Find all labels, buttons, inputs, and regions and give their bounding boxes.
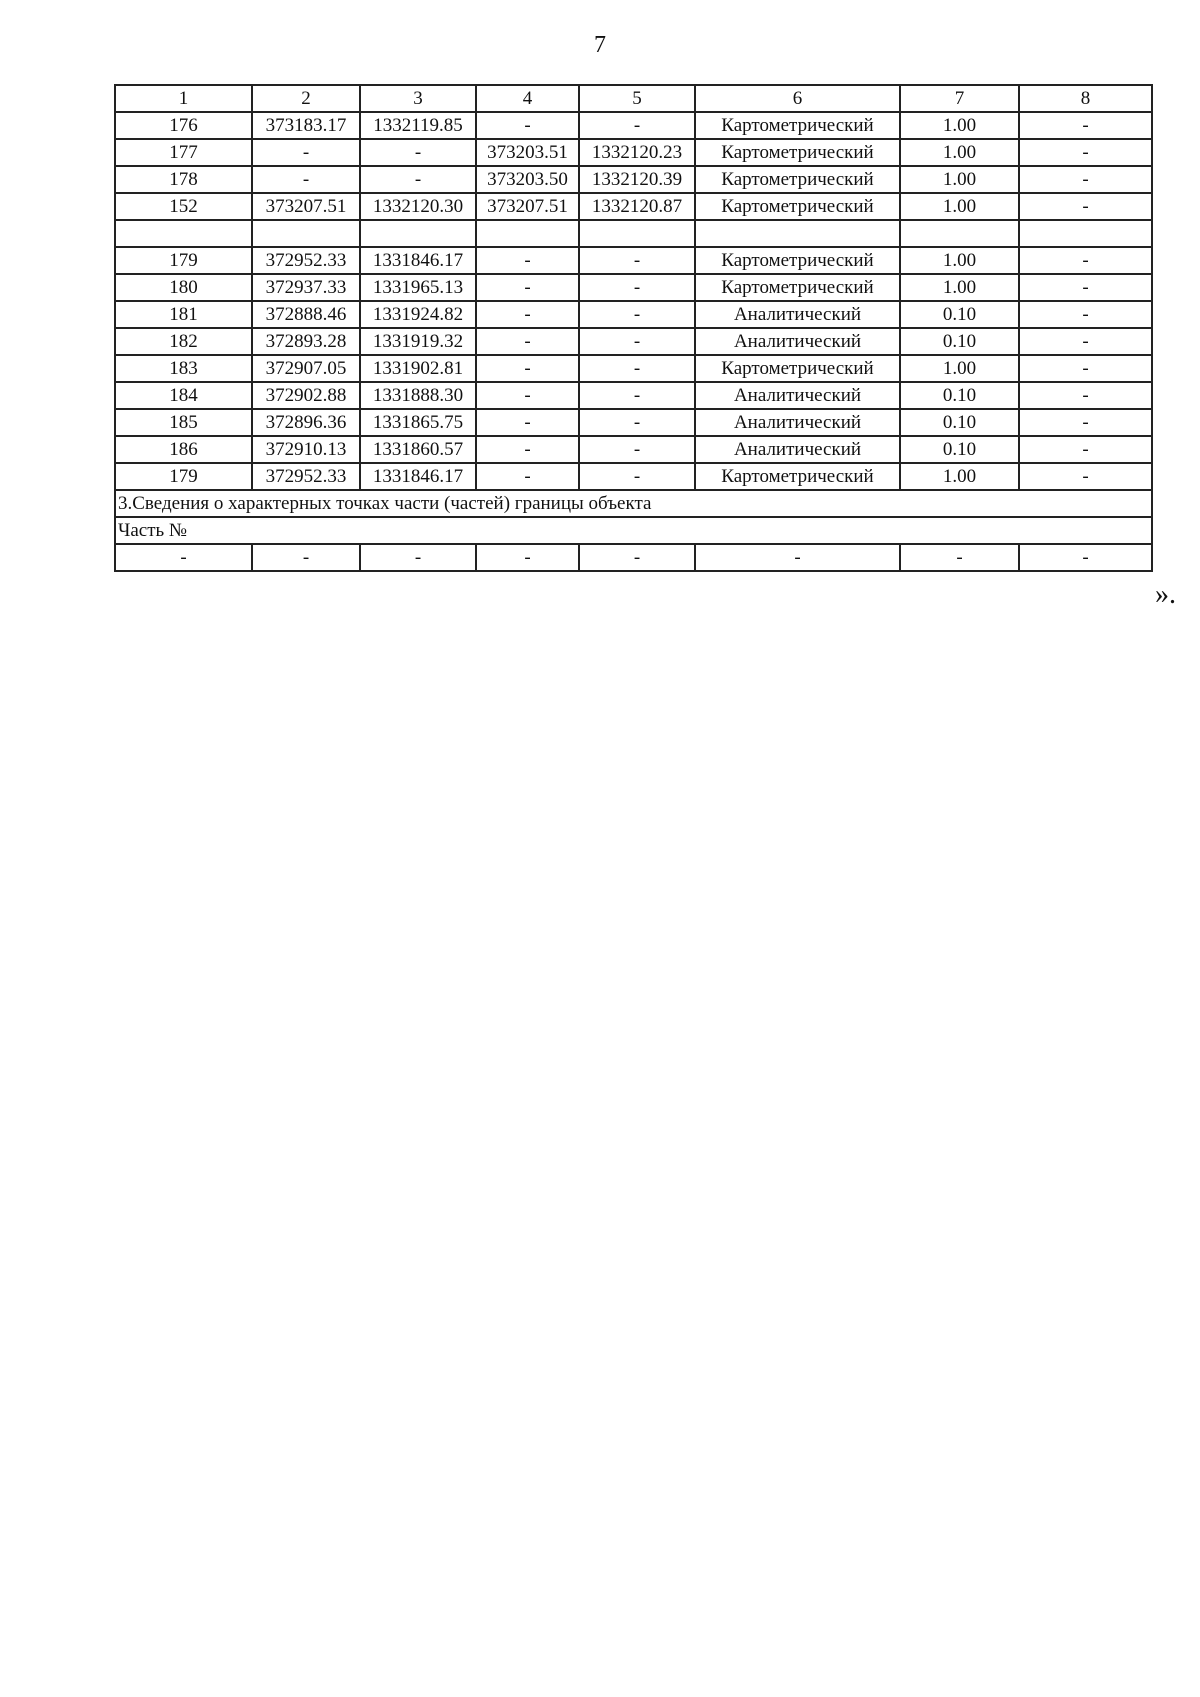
existing-y-cell: 1331919.32 [360, 328, 476, 355]
marker-description-cell: - [1019, 382, 1152, 409]
new-y-cell: - [579, 463, 695, 490]
new-x-cell: - [476, 409, 579, 436]
method-cell: Аналитический [695, 301, 900, 328]
existing-y-cell: 1331846.17 [360, 463, 476, 490]
marker-description-cell: - [1019, 301, 1152, 328]
method-cell: Картометрический [695, 355, 900, 382]
new-x-cell: - [476, 382, 579, 409]
table-row [115, 166, 1152, 193]
table-row [115, 139, 1152, 166]
existing-y-cell: - [360, 544, 476, 571]
table-header-row [115, 85, 1152, 112]
method-cell: Картометрический [695, 193, 900, 220]
new-y-cell: 1332120.23 [579, 139, 695, 166]
column-header: 7 [900, 85, 1019, 112]
accuracy-cell: 1.00 [900, 166, 1019, 193]
new-x-cell: - [476, 463, 579, 490]
new-y-cell: - [579, 409, 695, 436]
existing-y-cell: 1331865.75 [360, 409, 476, 436]
method-cell: Аналитический [695, 328, 900, 355]
accuracy-cell: 1.00 [900, 112, 1019, 139]
method-cell: Картометрический [695, 112, 900, 139]
existing-y-cell [360, 220, 476, 247]
page-number: 7 [594, 32, 606, 58]
new-y-cell [579, 220, 695, 247]
new-x-cell: - [476, 544, 579, 571]
point-number-cell: 177 [115, 139, 252, 166]
new-x-cell: - [476, 274, 579, 301]
existing-x-cell: 372907.05 [252, 355, 360, 382]
accuracy-cell: 1.00 [900, 274, 1019, 301]
table-row [115, 112, 1152, 139]
new-x-cell: 373203.51 [476, 139, 579, 166]
existing-x-cell: 372896.36 [252, 409, 360, 436]
method-cell: Аналитический [695, 382, 900, 409]
new-x-cell: - [476, 247, 579, 274]
table-row [115, 355, 1152, 382]
marker-description-cell: - [1019, 355, 1152, 382]
existing-x-cell: 372902.88 [252, 382, 360, 409]
new-y-cell: - [579, 355, 695, 382]
method-cell: Картометрический [695, 139, 900, 166]
coordinates-table [114, 84, 1153, 572]
table-row [115, 274, 1152, 301]
point-number-cell: 176 [115, 112, 252, 139]
new-y-cell: 1332120.39 [579, 166, 695, 193]
existing-y-cell: 1332120.30 [360, 193, 476, 220]
new-x-cell: - [476, 436, 579, 463]
accuracy-cell: 0.10 [900, 301, 1019, 328]
marker-description-cell: - [1019, 193, 1152, 220]
new-y-cell: - [579, 112, 695, 139]
accuracy-cell: 1.00 [900, 139, 1019, 166]
column-header: 5 [579, 85, 695, 112]
accuracy-cell: 0.10 [900, 382, 1019, 409]
table-row [115, 328, 1152, 355]
point-number-cell: - [115, 544, 252, 571]
existing-x-cell [252, 220, 360, 247]
existing-x-cell: 373207.51 [252, 193, 360, 220]
section-title: 3.Сведения о характерных точках части (частей) границы объекта [115, 490, 1152, 517]
method-cell: Картометрический [695, 274, 900, 301]
marker-description-cell: - [1019, 463, 1152, 490]
existing-x-cell: - [252, 544, 360, 571]
marker-description-cell: - [1019, 166, 1152, 193]
marker-description-cell: - [1019, 139, 1152, 166]
part-label-row [115, 517, 1152, 544]
method-cell: - [695, 544, 900, 571]
new-y-cell: - [579, 247, 695, 274]
table-row [115, 409, 1152, 436]
column-header: 3 [360, 85, 476, 112]
new-y-cell: - [579, 436, 695, 463]
existing-x-cell: 373183.17 [252, 112, 360, 139]
part-label: Часть № [115, 517, 1152, 544]
new-x-cell: - [476, 301, 579, 328]
new-x-cell: - [476, 355, 579, 382]
new-y-cell: - [579, 328, 695, 355]
point-number-cell: 184 [115, 382, 252, 409]
table-row [115, 436, 1152, 463]
column-header: 1 [115, 85, 252, 112]
existing-x-cell: 372910.13 [252, 436, 360, 463]
existing-x-cell: 372952.33 [252, 247, 360, 274]
section-title-row [115, 490, 1152, 517]
point-number-cell: 180 [115, 274, 252, 301]
new-y-cell: - [579, 544, 695, 571]
point-number-cell: 186 [115, 436, 252, 463]
method-cell [695, 220, 900, 247]
new-x-cell [476, 220, 579, 247]
new-x-cell: - [476, 112, 579, 139]
existing-x-cell: - [252, 166, 360, 193]
table-row [115, 544, 1152, 571]
new-x-cell: 373207.51 [476, 193, 579, 220]
point-number-cell: 183 [115, 355, 252, 382]
existing-x-cell: 372952.33 [252, 463, 360, 490]
new-y-cell: - [579, 274, 695, 301]
point-number-cell: 178 [115, 166, 252, 193]
method-cell: Аналитический [695, 409, 900, 436]
accuracy-cell: 0.10 [900, 328, 1019, 355]
existing-y-cell: - [360, 139, 476, 166]
table-row [115, 193, 1152, 220]
table-row [115, 463, 1152, 490]
marker-description-cell: - [1019, 436, 1152, 463]
new-y-cell: 1332120.87 [579, 193, 695, 220]
accuracy-cell: 0.10 [900, 436, 1019, 463]
point-number-cell: 179 [115, 247, 252, 274]
existing-y-cell: 1331965.13 [360, 274, 476, 301]
method-cell: Картометрический [695, 166, 900, 193]
existing-y-cell: 1331902.81 [360, 355, 476, 382]
existing-y-cell: - [360, 166, 476, 193]
accuracy-cell: 1.00 [900, 463, 1019, 490]
existing-y-cell: 1331846.17 [360, 247, 476, 274]
existing-y-cell: 1331888.30 [360, 382, 476, 409]
point-number-cell: 181 [115, 301, 252, 328]
existing-x-cell: 372937.33 [252, 274, 360, 301]
existing-x-cell: 372888.46 [252, 301, 360, 328]
existing-x-cell: - [252, 139, 360, 166]
point-number-cell [115, 220, 252, 247]
marker-description-cell: - [1019, 544, 1152, 571]
marker-description-cell: - [1019, 409, 1152, 436]
accuracy-cell: 1.00 [900, 355, 1019, 382]
new-x-cell: 373203.50 [476, 166, 579, 193]
table-row [115, 301, 1152, 328]
new-x-cell: - [476, 328, 579, 355]
closing-quote: ». [1155, 579, 1176, 610]
column-header: 6 [695, 85, 900, 112]
accuracy-cell: - [900, 544, 1019, 571]
existing-y-cell: 1331860.57 [360, 436, 476, 463]
column-header: 2 [252, 85, 360, 112]
table-row [115, 247, 1152, 274]
method-cell: Картометрический [695, 463, 900, 490]
point-number-cell: 179 [115, 463, 252, 490]
method-cell: Аналитический [695, 436, 900, 463]
existing-y-cell: 1331924.82 [360, 301, 476, 328]
point-number-cell: 185 [115, 409, 252, 436]
accuracy-cell [900, 220, 1019, 247]
table-row [115, 382, 1152, 409]
marker-description-cell: - [1019, 328, 1152, 355]
point-number-cell: 182 [115, 328, 252, 355]
new-y-cell: - [579, 382, 695, 409]
column-header: 4 [476, 85, 579, 112]
existing-y-cell: 1332119.85 [360, 112, 476, 139]
new-y-cell: - [579, 301, 695, 328]
marker-description-cell [1019, 220, 1152, 247]
accuracy-cell: 1.00 [900, 193, 1019, 220]
existing-x-cell: 372893.28 [252, 328, 360, 355]
accuracy-cell: 1.00 [900, 247, 1019, 274]
marker-description-cell: - [1019, 112, 1152, 139]
empty-separator-row [115, 220, 1152, 247]
column-header: 8 [1019, 85, 1152, 112]
marker-description-cell: - [1019, 274, 1152, 301]
accuracy-cell: 0.10 [900, 409, 1019, 436]
method-cell: Картометрический [695, 247, 900, 274]
marker-description-cell: - [1019, 247, 1152, 274]
point-number-cell: 152 [115, 193, 252, 220]
